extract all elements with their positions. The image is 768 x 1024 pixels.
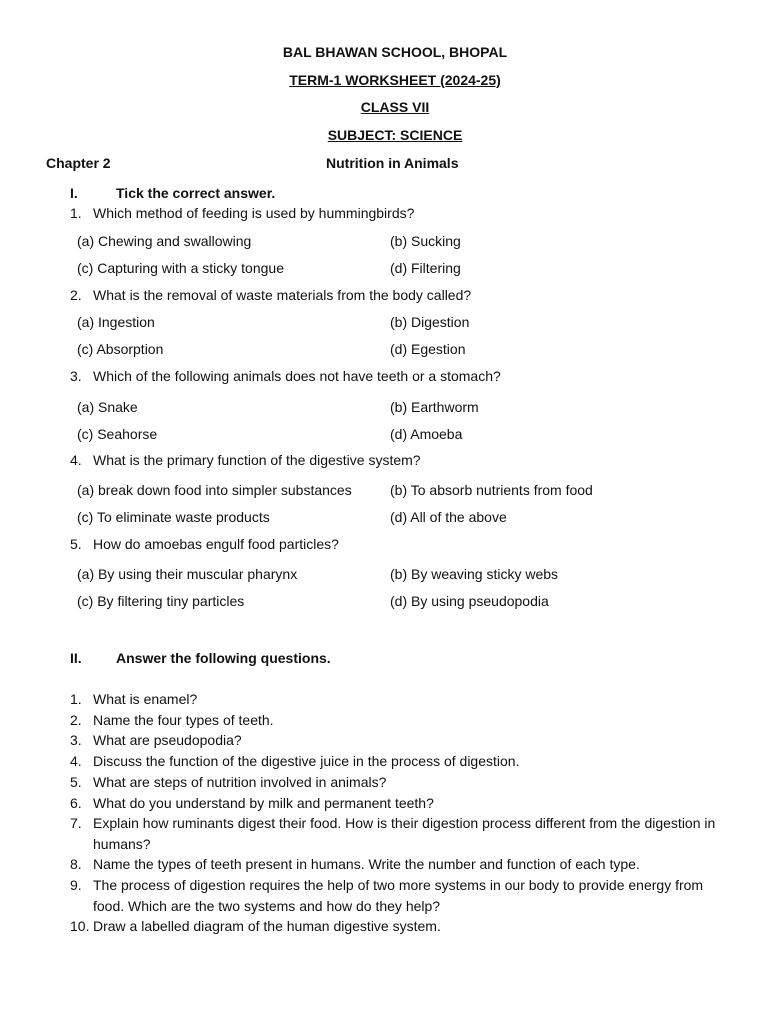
mcq-question bbox=[70, 536, 339, 552]
question-number: 3. bbox=[70, 368, 82, 384]
question-number: 5. bbox=[70, 774, 82, 790]
option-d: (d) Amoeba bbox=[390, 426, 463, 442]
option-b: (b) Sucking bbox=[390, 233, 461, 249]
option-b: (b) Earthworm bbox=[390, 399, 479, 415]
question-number: 2. bbox=[70, 712, 82, 728]
option-d: (d) By using pseudopodia bbox=[390, 593, 549, 609]
question-number: 4. bbox=[70, 753, 82, 769]
option-b: (b) To absorb nutrients from food bbox=[390, 482, 593, 498]
mcq-question bbox=[70, 205, 414, 221]
list-item bbox=[70, 875, 720, 916]
list-item bbox=[70, 751, 720, 772]
question-number: 7. bbox=[70, 815, 82, 831]
mcq-question bbox=[70, 287, 471, 303]
question-text: What is the primary function of the digestive system? bbox=[93, 452, 421, 468]
option-d: (d) All of the above bbox=[390, 509, 507, 525]
list-item bbox=[70, 916, 720, 937]
list-item bbox=[70, 813, 720, 854]
question-text: What are pseudopodia? bbox=[93, 732, 242, 748]
question-number: 1. bbox=[70, 691, 82, 707]
question-text: Name the four types of teeth. bbox=[93, 712, 274, 728]
question-text: What are steps of nutrition involved in animals? bbox=[93, 774, 387, 790]
question-text: What do you understand by milk and permanent teeth? bbox=[93, 795, 434, 811]
list-item bbox=[70, 854, 720, 875]
question-text: Name the types of teeth present in humans. Write the number and function of each type. bbox=[93, 856, 640, 872]
question-text: Explain how ruminants digest their food. How is their digestion process different from the digestion in humans? bbox=[93, 815, 716, 852]
mcq-question bbox=[70, 452, 421, 468]
option-d: (d) Filtering bbox=[390, 260, 461, 276]
mcq-question bbox=[70, 368, 501, 384]
list-item bbox=[70, 772, 720, 793]
option-b: (b) Digestion bbox=[390, 314, 470, 330]
option-a: (a) Ingestion bbox=[77, 314, 155, 330]
question-number: 8. bbox=[70, 856, 82, 872]
question-text: What is the removal of waste materials from the body called? bbox=[93, 287, 472, 303]
question-text: How do amoebas engulf food particles? bbox=[93, 536, 339, 552]
option-c: (c) Capturing with a sticky tongue bbox=[77, 260, 284, 276]
list-item bbox=[70, 689, 720, 710]
question-number: 10. bbox=[70, 918, 90, 934]
worksheet-title-line bbox=[0, 72, 768, 88]
question-number: 6. bbox=[70, 795, 82, 811]
option-a: (a) By using their muscular pharynx bbox=[77, 566, 298, 582]
section1-title: Tick the correct answer. bbox=[116, 185, 276, 201]
question-text: Draw a labelled diagram of the human digestive system. bbox=[93, 918, 441, 934]
subject-label: SUBJECT: SCIENCE bbox=[327, 127, 463, 143]
question-number: 4. bbox=[70, 452, 82, 468]
question-number: 5. bbox=[70, 536, 82, 552]
section2-numeral: II. bbox=[70, 650, 82, 666]
question-text: Discuss the function of the digestive juice in the process of digestion. bbox=[93, 753, 520, 769]
question-text: Which of the following animals does not have teeth or a stomach? bbox=[93, 368, 501, 384]
class-label: CLASS VII bbox=[360, 99, 430, 115]
list-item bbox=[70, 730, 720, 751]
option-d: (d) Egestion bbox=[390, 341, 466, 357]
question-number: 3. bbox=[70, 732, 82, 748]
section2-title: Answer the following questions. bbox=[116, 650, 331, 666]
option-b: (b) By weaving sticky webs bbox=[390, 566, 559, 582]
subject-line bbox=[0, 127, 768, 143]
question-number: 9. bbox=[70, 877, 82, 893]
school-name: BAL BHAWAN SCHOOL, BHOPAL bbox=[282, 44, 508, 60]
question-number: 2. bbox=[70, 287, 82, 303]
list-item bbox=[70, 710, 720, 731]
question-text: The process of digestion requires the help of two more systems in our body to provide energy from food. Which are the two systems and how do they help? bbox=[93, 877, 704, 914]
chapter-number: Chapter 2 bbox=[46, 155, 111, 171]
question-number: 1. bbox=[70, 205, 82, 221]
list-item bbox=[70, 793, 720, 814]
option-c: (c) Absorption bbox=[77, 341, 164, 357]
option-c: (c) To eliminate waste products bbox=[77, 509, 270, 525]
option-c: (c) By filtering tiny particles bbox=[77, 593, 245, 609]
option-a: (a) Chewing and swallowing bbox=[77, 233, 252, 249]
chapter-title: Nutrition in Animals bbox=[326, 155, 459, 171]
option-c: (c) Seahorse bbox=[77, 426, 158, 442]
option-a: (a) break down food into simpler substances bbox=[77, 482, 352, 498]
section1-numeral: I. bbox=[70, 185, 78, 201]
question-text: What is enamel? bbox=[93, 691, 198, 707]
option-a: (a) Snake bbox=[77, 399, 138, 415]
worksheet-title: TERM-1 WORKSHEET (2024-25) bbox=[289, 72, 501, 88]
question-text: Which method of feeding is used by hummingbirds? bbox=[93, 205, 415, 221]
class-line bbox=[0, 99, 768, 115]
